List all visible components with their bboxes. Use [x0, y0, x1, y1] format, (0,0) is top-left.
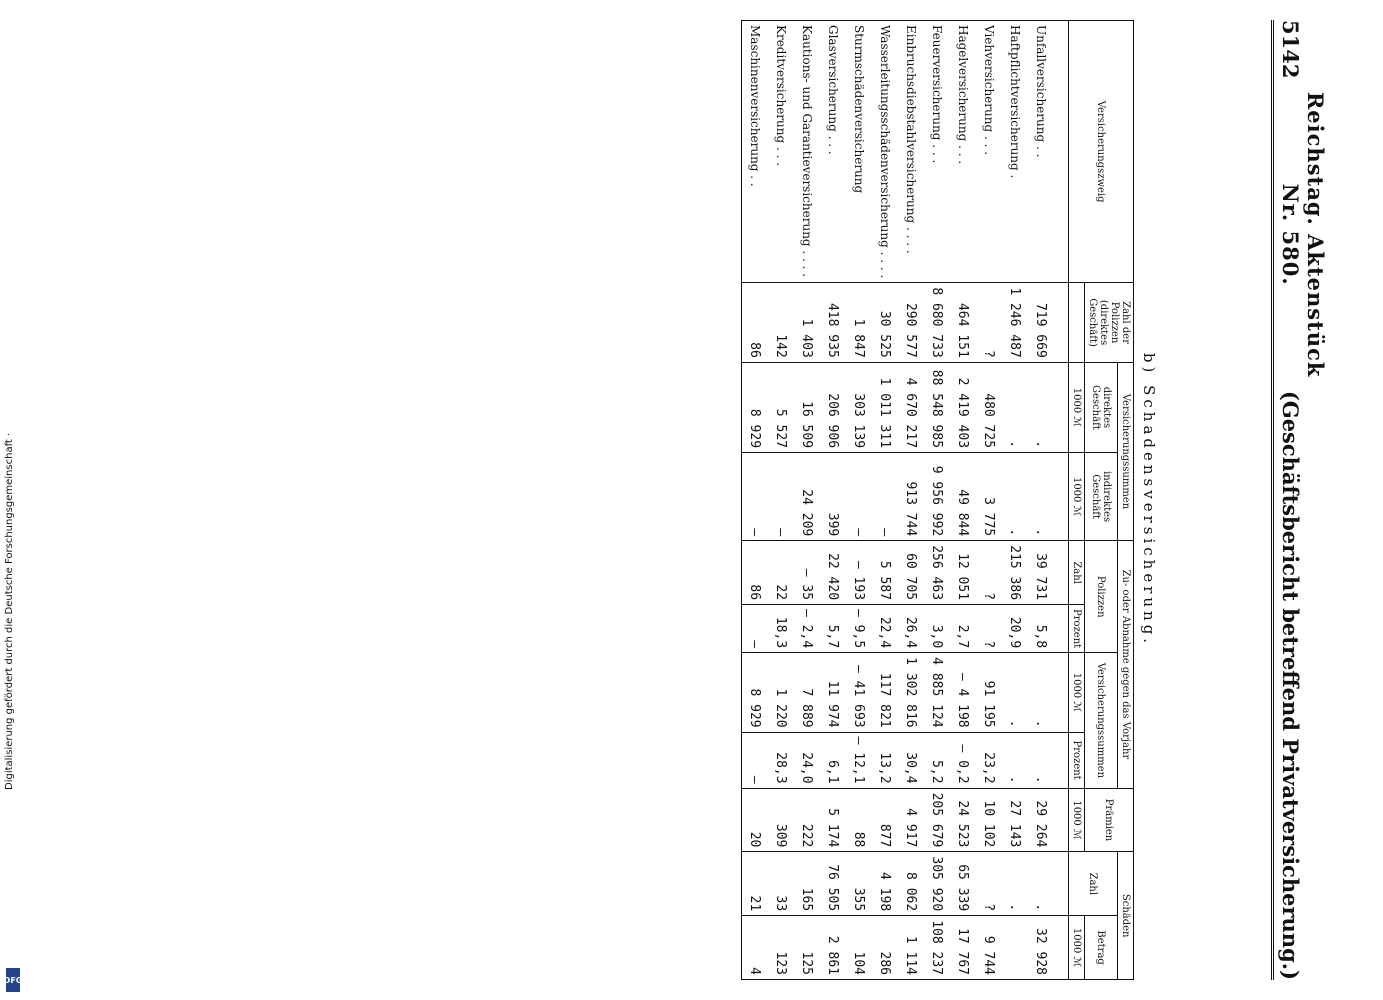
- cell-direct: 206 906: [820, 362, 846, 452]
- cell-dmg-count: 33: [768, 852, 794, 916]
- header-change: Zu- oder Abnahme gegen das Vorjahr: [1118, 541, 1134, 788]
- table-row: [898, 21, 924, 980]
- cell-chg-count: — 35: [794, 541, 820, 605]
- page-subtitle: (Geschäftsbericht betreffend Privatversicherung.): [1278, 390, 1303, 980]
- digitization-sidebar: [0, 0, 30, 1000]
- cell-chg-count: 22: [768, 541, 794, 605]
- header-sums-indirect: indirektes Geschäft: [1085, 453, 1118, 541]
- cell-chg-pct: 18,3: [768, 605, 794, 653]
- cell-dmg-count: 165: [794, 852, 820, 916]
- cell-chg-sum-pct: 24,0: [794, 732, 820, 788]
- header-damages-count: Zahl: [1069, 852, 1118, 916]
- cell-chg-count: 60 705: [898, 541, 924, 605]
- cell-policies: 464 151: [950, 283, 976, 362]
- cell-premiums: 10 102: [976, 788, 1002, 852]
- cell-chg-sum: — 41 693: [846, 653, 872, 732]
- dfg-logo: DFG: [6, 968, 20, 992]
- cell-chg-sum-pct: 6,1: [820, 732, 846, 788]
- cell-policies: 719 669: [1028, 283, 1069, 362]
- cell-chg-pct: — 9,5: [846, 605, 872, 653]
- intro-text: [1172, 20, 1262, 980]
- cell-chg-pct: 5,8: [1028, 605, 1069, 653]
- cell-indirect: 913 744: [898, 453, 924, 541]
- header-damages: Schäden: [1118, 852, 1134, 980]
- cell-indirect: .: [1028, 453, 1069, 541]
- header-policy-count: Zahl der Polizzen (direktes Geschäft): [1085, 283, 1134, 362]
- cell-chg-pct: 2,7: [950, 605, 976, 653]
- cell-direct: 4 670 217: [898, 362, 924, 452]
- cell-premiums: 205 679: [924, 788, 950, 852]
- cell-premiums: 24 523: [950, 788, 976, 852]
- cell-chg-pct: ?: [976, 605, 1002, 653]
- cell-policies: 30 525: [872, 283, 898, 362]
- cell-premiums: 88: [846, 788, 872, 852]
- cell-indirect: —: [768, 453, 794, 541]
- cell-policies: 142: [768, 283, 794, 362]
- table-row: [846, 21, 872, 980]
- cell-policies: ?: [976, 283, 1002, 362]
- section-heading: b) Schadensversicherung.: [1140, 352, 1158, 648]
- table-row: [976, 21, 1002, 980]
- table-row: [742, 21, 769, 980]
- cell-chg-sum-pct: 5,2: [924, 732, 950, 788]
- cell-branch: Feuerversicherung . . .: [924, 21, 950, 283]
- cell-dmg-count: 305 920: [924, 852, 950, 916]
- cell-chg-pct: —: [742, 605, 769, 653]
- cell-policies: 1 847: [846, 283, 872, 362]
- cell-chg-count: 256 463: [924, 541, 950, 605]
- cell-dmg-amount: 17 767: [950, 916, 976, 980]
- cell-dmg-amount: 108 237: [924, 916, 950, 980]
- cell-chg-sum: 117 821: [872, 653, 898, 732]
- cell-premiums: 222: [794, 788, 820, 852]
- cell-chg-count: 12 051: [950, 541, 976, 605]
- cell-chg-pct: 22,4: [872, 605, 898, 653]
- cell-branch: Kautions- und Garantieversicherung . . . .: [794, 21, 820, 283]
- cell-chg-sum-pct: .: [1028, 732, 1069, 788]
- header-unit-direct: 1000 ℳ: [1069, 362, 1085, 452]
- cell-indirect: .: [1002, 453, 1028, 541]
- insurance-table: [741, 20, 1134, 980]
- cell-premiums: 29 264: [1028, 788, 1069, 852]
- table-row: [950, 21, 976, 980]
- table-row: [820, 21, 846, 980]
- cell-direct: 8 929: [742, 362, 769, 452]
- cell-dmg-count: 65 339: [950, 852, 976, 916]
- cell-direct: 1 011 311: [872, 362, 898, 452]
- cell-dmg-count: .: [1002, 852, 1028, 916]
- cell-chg-count: 5 587: [872, 541, 898, 605]
- cell-direct: 16 509: [794, 362, 820, 452]
- cell-chg-pct: — 2,4: [794, 605, 820, 653]
- page-title: Reichstag. Aktenstück Nr. 580.: [1278, 91, 1328, 378]
- cell-dmg-amount: 286: [872, 916, 898, 980]
- cell-branch: Sturmschädenversicherung: [846, 21, 872, 283]
- cell-chg-sum: — 4 198: [950, 653, 976, 732]
- cell-dmg-amount: [1002, 916, 1028, 980]
- cell-chg-sum: 7 889: [794, 653, 820, 732]
- cell-premiums: 877: [872, 788, 898, 852]
- cell-chg-sum-pct: 23,2: [976, 732, 1002, 788]
- table-row: [794, 21, 820, 980]
- cell-dmg-count: 21: [742, 852, 769, 916]
- cell-chg-sum: 4 885 124: [924, 653, 950, 732]
- cell-dmg-count: 8 062: [898, 852, 924, 916]
- cell-chg-count: — 193: [846, 541, 872, 605]
- cell-chg-pct: 26,4: [898, 605, 924, 653]
- cell-premiums: 27 143: [1002, 788, 1028, 852]
- table-row: [872, 21, 898, 980]
- cell-dmg-amount: 9 744: [976, 916, 1002, 980]
- header-change-percent: Prozent: [1069, 605, 1085, 653]
- header-unit-indirect: 1000 ℳ: [1069, 453, 1085, 541]
- cell-dmg-count: 355: [846, 852, 872, 916]
- cell-dmg-count: .: [1028, 852, 1069, 916]
- cell-chg-count: 215 386: [1002, 541, 1028, 605]
- header-damages-amount: Betrag: [1085, 916, 1118, 980]
- cell-indirect: —: [872, 453, 898, 541]
- cell-chg-count: 39 731: [1028, 541, 1069, 605]
- cell-chg-pct: 3,0: [924, 605, 950, 653]
- cell-branch: Unfallversicherung . .: [1028, 21, 1069, 283]
- cell-direct: 480 725: [976, 362, 1002, 452]
- cell-dmg-amount: 123: [768, 916, 794, 980]
- cell-chg-count: 86: [742, 541, 769, 605]
- cell-chg-pct: 20,9: [1002, 605, 1028, 653]
- cell-branch: Kreditversicherung . . .: [768, 21, 794, 283]
- cell-dmg-count: 76 505: [820, 852, 846, 916]
- header-unit-damages: 1000 ℳ: [1069, 916, 1085, 980]
- cell-premiums: 5 174: [820, 788, 846, 852]
- cell-branch: Glasversicherung . . .: [820, 21, 846, 283]
- cell-dmg-amount: 1 114: [898, 916, 924, 980]
- cell-branch: Hagelversicherung . . .: [950, 21, 976, 283]
- header-sums: Versicherungssummen: [1118, 362, 1134, 540]
- cell-indirect: 399: [820, 453, 846, 541]
- cell-indirect: —: [742, 453, 769, 541]
- cell-dmg-amount: 32 928: [1028, 916, 1069, 980]
- cell-branch: Wasserleitungsschädenversicherung . . . .: [872, 21, 898, 283]
- cell-chg-sum: 1 302 816: [898, 653, 924, 732]
- header-premiums: Prämien: [1085, 788, 1134, 852]
- header-unit-change-sum: 1000 ℳ: [1069, 653, 1085, 732]
- closing-right-column: [375, 515, 675, 980]
- cell-direct: 88 548 985: [924, 362, 950, 452]
- cell-dmg-count: 4 198: [872, 852, 898, 916]
- cell-indirect: 49 844: [950, 453, 976, 541]
- cell-chg-count: ?: [976, 541, 1002, 605]
- cell-indirect: 9 956 992: [924, 453, 950, 541]
- cell-premiums: 4 917: [898, 788, 924, 852]
- cell-premiums: 309: [768, 788, 794, 852]
- cell-direct: 5 527: [768, 362, 794, 452]
- cell-chg-pct: 5,7: [820, 605, 846, 653]
- closing-text: [375, 20, 675, 980]
- header-sums-direct: direktes Geschäft: [1085, 362, 1118, 452]
- header-policy-count-unit: [1069, 283, 1085, 362]
- cell-chg-sum-pct: — 12,1: [846, 732, 872, 788]
- cell-indirect: —: [846, 453, 872, 541]
- cell-policies: 418 935: [820, 283, 846, 362]
- intro-right-column: [1172, 515, 1262, 980]
- cell-direct: 303 139: [846, 362, 872, 452]
- cell-dmg-count: ?: [976, 852, 1002, 916]
- cell-chg-sum-pct: —: [742, 732, 769, 788]
- header-change-count: Zahl: [1069, 541, 1085, 605]
- table-row: [768, 21, 794, 980]
- header-unit-premiums: 1000 ℳ: [1069, 788, 1085, 852]
- header-branch: Versicherungszweig: [1069, 21, 1134, 283]
- cell-premiums: 20: [742, 788, 769, 852]
- cell-policies: 1 403: [794, 283, 820, 362]
- header-change-policies: Polizzen: [1085, 541, 1118, 653]
- table-row: [1028, 21, 1069, 980]
- sidebar-credit: Digitalisierung gefördert durch die Deutsche Forschungsgemeinschaft ·: [4, 432, 15, 790]
- cell-direct: 2 419 403: [950, 362, 976, 452]
- cell-policies: 86: [742, 283, 769, 362]
- cell-chg-sum-pct: 28,3: [768, 732, 794, 788]
- cell-chg-sum-pct: 30,4: [898, 732, 924, 788]
- cell-chg-sum: 11 974: [820, 653, 846, 732]
- cell-indirect: 3 775: [976, 453, 1002, 541]
- cell-chg-sum: .: [1028, 653, 1069, 732]
- cell-chg-sum: 91 195: [976, 653, 1002, 732]
- header-change-sums: Versicherungssummen: [1085, 653, 1118, 788]
- cell-direct: .: [1028, 362, 1069, 452]
- cell-chg-sum-pct: — 0,2: [950, 732, 976, 788]
- cell-branch: Maschinenversicherung . .: [742, 21, 769, 283]
- page-number: 5142: [1278, 20, 1303, 79]
- cell-policies: 1 246 487: [1002, 283, 1028, 362]
- intro-left-column: [1172, 20, 1262, 485]
- cell-chg-sum: 8 929: [742, 653, 769, 732]
- cell-dmg-amount: 4: [742, 916, 769, 980]
- cell-branch: Viehversicherung . . .: [976, 21, 1002, 283]
- cell-chg-sum-pct: 13,2: [872, 732, 898, 788]
- cell-dmg-amount: 125: [794, 916, 820, 980]
- cell-chg-sum: .: [1002, 653, 1028, 732]
- table-row: [924, 21, 950, 980]
- cell-chg-count: 22 420: [820, 541, 846, 605]
- cell-chg-sum: 1 220: [768, 653, 794, 732]
- cell-dmg-amount: 2 861: [820, 916, 846, 980]
- cell-branch: Haftpflichtversicherung .: [1002, 21, 1028, 283]
- cell-direct: .: [1002, 362, 1028, 452]
- cell-indirect: 24 209: [794, 453, 820, 541]
- header-change-sum-percent: Prozent: [1069, 732, 1085, 788]
- table-row: [1002, 21, 1028, 980]
- closing-left-column: [375, 20, 675, 485]
- cell-chg-sum-pct: .: [1002, 732, 1028, 788]
- cell-dmg-amount: 104: [846, 916, 872, 980]
- cell-policies: 290 577: [898, 283, 924, 362]
- page-header: [1271, 20, 1328, 980]
- cell-branch: Einbruchsdiebstahlversicherung . . . .: [898, 21, 924, 283]
- cell-policies: 8 680 733: [924, 283, 950, 362]
